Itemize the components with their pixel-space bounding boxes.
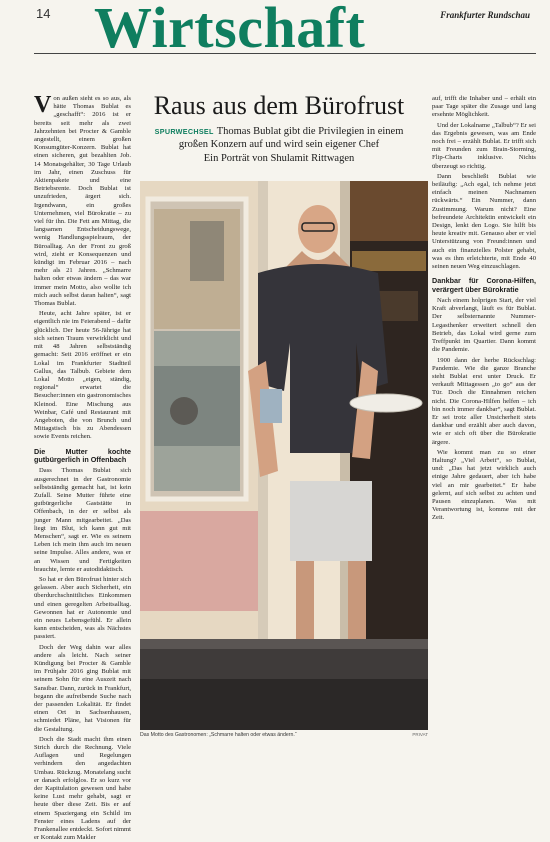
kicker: SPURWECHSEL [154, 127, 214, 136]
photo-caption [140, 732, 428, 738]
paragraph: Heute, acht Jahre später, ist er eigentlich nie im Feierabend – dafür glücklich. Der heute 56-Jährige hat sich seinen Traum verwirklicht und mit 48 Jahren selbstständig gemacht: Seit 2016 eröffnet er ein Lokal im Frankfurter Stadtteil Gallus, das Talbub. Gebiete dem Lokal Motto „eigen, ständig, regional“ erwartet die Besucher:innen ein gastronomisches Kleinod. Eine Mischung aus Weinbar, Café und Restaurant mit Angeboten, die von Brunch und Mittagstisch bis zu Abendessen sowie Events reichen. [34, 310, 131, 441]
paragraph: Doch der Weg dahin war alles andere als leicht. Nach seiner Kündigung bei Procter & Gamble im Frühjahr 2016 ging Bublat mit seinem Sohn für eine Auszeit nach Sansibar. Dann, zurück in Frankfurt, begann die aufreibende Suche nach der passenden Lokalität. Er findet einen Ort in Sachsenhausen, schmiedet Pläne, hat Visionen für die Gestaltung. [34, 643, 131, 733]
paragraph: So hat er den Bürofrust hinter sich gelassen. Aber auch Sicherheit, ein überdurchschnittliches Einkommen und einen geregelten Arbeitsalltag. Gewonnen hat er Autonomie und ein neues Lebensgefühl. Er allein kann entscheiden, was als Nächstes passiert. [34, 575, 131, 641]
caption-text: Das Motto des Gastronomen: „Schmarre halten oder etwas ändern.“ [140, 732, 297, 738]
header-rule [34, 53, 536, 54]
photo-credit: PRIVAT [412, 732, 428, 737]
paragraph: auf, trifft die Inhaber und – erhält ein paar Tage später die Zusage und lang ersehnte Möglichkeit. [432, 95, 536, 119]
subheading: Die Mutter kochte gutbürgerlich in Offenbach [34, 446, 131, 464]
article-photo [140, 181, 428, 730]
brand-logo: Frankfurter Rundschau [440, 10, 530, 20]
dropcap: V [34, 92, 52, 118]
paragraph: Nach einem holprigen Start, der viel Kraft abverlangt, läuft es für Bublat. Der selbsternannte Nummer-Legasthenker erweitert schnell den Betrieb, das Lokal wird gerne zum Treffpunkt im Quartier. Dann kommt die Pandemie. [432, 297, 536, 354]
subheading: Dankbar für Corona-Hilfen, verärgert über Bürokratie [432, 276, 536, 294]
dek-text: Thomas Bublat gibt die Privilegien in einem großen Konzern auf und wird sein eigener Chef [178, 126, 404, 150]
lead-paragraph: Von außen sieht es so aus, als hätte Thomas Bublat es „geschafft“: 2016 ist er bereits seit mehr als zwei Jahrzehnten bei Procter & Gamble angestellt, einem großen Konsumgüter-Konzern. Bublat hat einen sicheren, gut bezahlten Job. 14 Monatsgehälter, 30 Tage Urlaub im Jahr, einen Zuschuss für Aktienpakete und eine Betriebsrente. Doch Bublat ist unzufrieden, ärgert sich. Irgendwann, ein großes Unternehmen, viel Bürokratie – zu viel für ihn. Die Fett am Mittag, die langsamen Entscheidungswege, wenig Handlungsspielraum, der Büroalltag. An der Front zu groß wird, zieht er Konsequenzen und kündigt im Februar 2016 – nach mehr als 21 Jahren. „Schmarre halten oder etwas ändern – das war immer mein Motto, also wollte ich mich auch selbst daran halten“, sagt Thomas Bublat. [34, 92, 131, 308]
paragraph: Doch die Stadt macht ihm einen Strich durch die Rechnung. Viele Auflagen und Regelungen verhindern den angedachten Umbau. Rückzug. Monatelang sucht er danach erfolglos. Er so kurz vor der Kapitulation gewesen und habe keine Lust mehr gehabt, sagt er heute über diese Zeit. Bis er auf einem Spaziergang ein Schild im Fenster eines Ladens auf der Frankenallee entdeckt. Sofort nimmt er Kontakt zum Makler [34, 735, 131, 842]
headline: Raus aus dem Bürofrust [153, 91, 405, 120]
article-column-right [432, 95, 536, 737]
paragraph: 1900 dann der herbe Rückschlag: Pandemie. Wie die ganze Branche steht Bublat erst unter Druck. Er verkauft Mittagessen „to go“ aus der Tür. Doch die Einnahmen reichen nicht. Die Corona-Hilfen helfen – ich bin noch immer dankbar“, sagt Bublat. Er sei trotz aller Unsicherheit stets dankbar und erzählt aber auch davon, wie er sich oft über die Bürokratie ärgere. [432, 356, 536, 446]
dek [140, 125, 418, 151]
byline: Ein Porträt von Shulamit Rittwagen [203, 153, 355, 164]
article-column-left [34, 92, 131, 842]
section-title: Wirtschaft [94, 0, 366, 60]
photo-illustration [140, 181, 428, 730]
paragraph: Und der Lokalname „Talbub“? Er sei das Ergebnis gewesen, was am Ende noch frei – erzählt Bublat. Er trifft sich mit Freunden zum Brain-Storming, Flip-Charts inklusive. Nichts überzeugt so richtig. [432, 121, 536, 170]
paragraph: Dass Thomas Bublat sich ausgerechnet in der Gastronomie selbstständig gemacht hat, ist kein Zufall. Seine Mutter führte eine gutbürgerliche Gaststätte in Offenbach, in der er selbst als junger Mann mitgearbeitet. „Das liegt im Blut, ich kann gut mit Menschen“, sagt er. Wie es seinem Leben ich mein ihm auch im neuen seine Impulse. Alles andere, was er an Wissen und Fertigkeiten brauchte, lernte er autodidaktisch. [34, 467, 131, 573]
page-number: 14 [36, 6, 51, 21]
paragraph: Dann beschließt Bublat wie beiläufig: „Ach egal, ich nehme jetzt einfach meinen Nachnamen rückwärts.“ Ein Nummer, dann Zustimmung. Warum nicht? Eine befreundete Architektin entwickelt ein Design, lenkt den Logo. Sie hilft bis heute kreativ mit. Genauso aber er viel Unterstützung von Freund:innen und auch ein finanzielles Polster gehabt, was es ihm erleichterte, mit Ende 40 seinen neuen Weg einzuschlagen. [432, 172, 536, 271]
paragraph: Wie kommt man zu so einer Haltung? „Viel Arbeit“, so Bublat, und: „Das hat jetzt wirklich auch einige Jahre gedauert, aber ich habe viel an mir gearbeitet.“ Er habe gelernt, auf sich selbst zu achten und Pausen einzuplanen. Was mit Verantwortung ist, komme mit der Zeit. [432, 448, 536, 522]
